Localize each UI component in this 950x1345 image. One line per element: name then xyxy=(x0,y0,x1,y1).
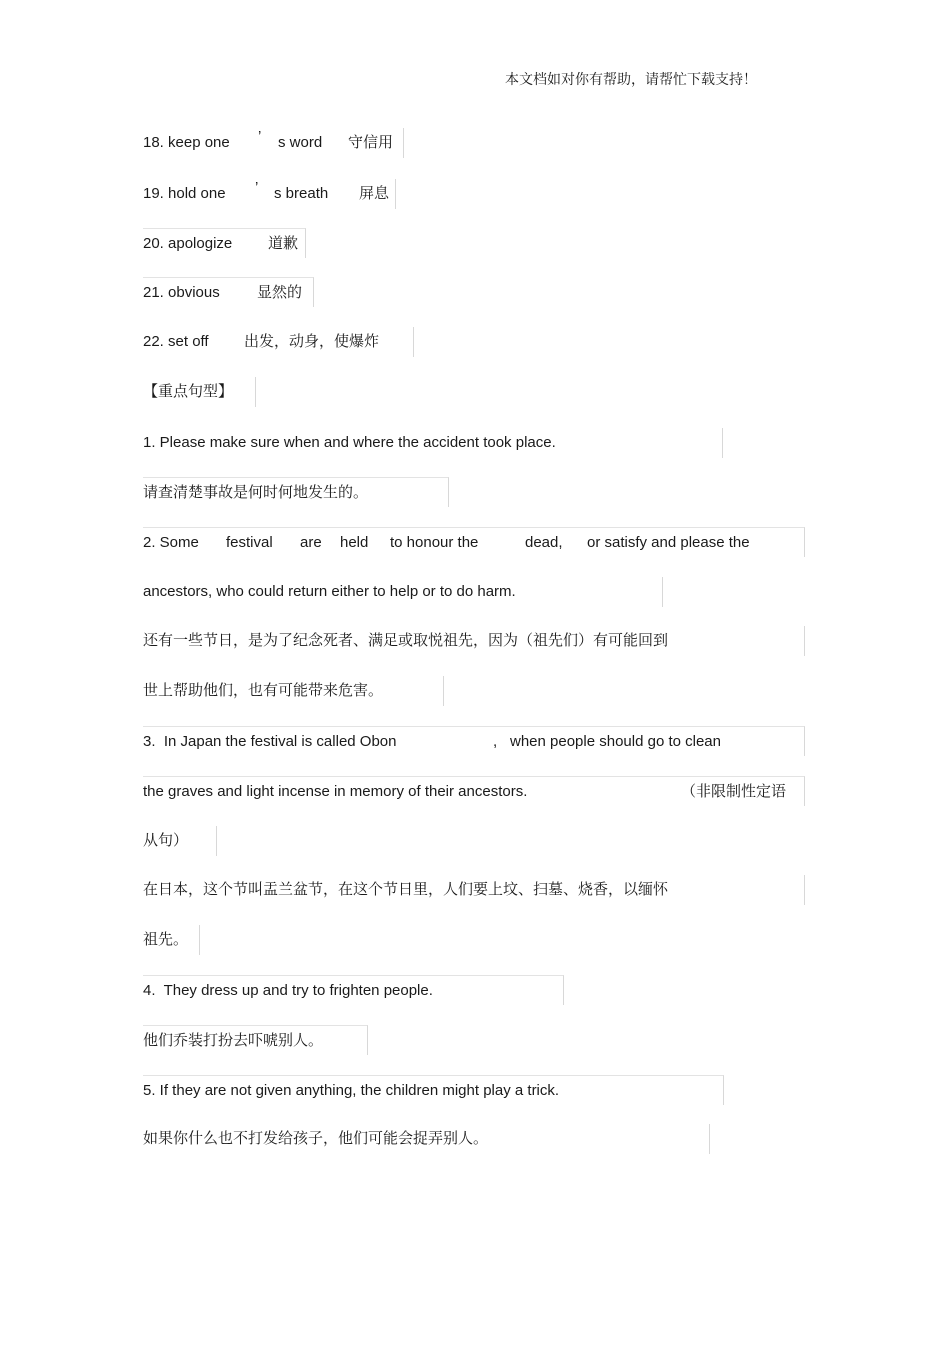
vocab-term-rest: s word xyxy=(278,134,323,151)
sentence-1-en: 1. Please make sure when and where the accident took place. xyxy=(143,428,723,458)
word: held xyxy=(340,534,369,551)
vocab-term: 18. keep one xyxy=(143,134,230,151)
sentence-4-zh: 他们乔装打扮去吓唬别人。 xyxy=(143,1025,368,1055)
sentence-3-zh-line2: 祖先。 xyxy=(143,925,200,955)
vocab-item-22 xyxy=(143,327,414,357)
apostrophe: ’ xyxy=(255,179,259,196)
sentence-2-zh-line2: 世上帮助他们，也有可能带来危害。 xyxy=(143,676,444,706)
vocab-item-21 xyxy=(143,277,314,307)
sentence-2-zh-line1: 还有一些节日，是为了纪念死者、满足或取悦祖先，因为（祖先们）有可能回到 xyxy=(143,626,805,656)
word: to honour the xyxy=(390,534,479,551)
section-heading: 【重点句型】 xyxy=(143,377,256,407)
word: are xyxy=(300,534,322,551)
vocab-meaning: 守信用 xyxy=(348,134,394,151)
grammar-note-continued: 从句） xyxy=(143,826,217,856)
apostrophe: ’ xyxy=(258,128,262,145)
vocab-item-18 xyxy=(143,128,404,158)
vocab-meaning: 屏息 xyxy=(359,185,390,202)
sentence-5-zh: 如果你什么也不打发给孩子，他们可能会捉弄别人。 xyxy=(143,1124,710,1154)
word: dead, xyxy=(525,534,563,551)
comma: , xyxy=(493,733,498,750)
vocab-term-rest: s breath xyxy=(274,185,329,202)
sentence-2-en-line1 xyxy=(143,527,805,557)
header-note: 本文档如对你有帮助，请帮忙下载支持！ xyxy=(505,72,757,88)
vocab-term: 20. apologize xyxy=(143,235,233,252)
sentence-2-en-line2: ancestors, who could return either to help or to do harm. xyxy=(143,577,663,607)
sentence-3-zh-line1: 在日本，这个节叫盂兰盆节，在这个节日里，人们要上坟、扫墓、烧香，以缅怀 xyxy=(143,875,805,905)
word: or satisfy and please the xyxy=(587,534,750,551)
vocab-item-20 xyxy=(143,228,306,258)
sentence-3-en-line2 xyxy=(143,776,805,806)
vocab-term: 21. obvious xyxy=(143,284,220,301)
vocab-item-19 xyxy=(143,179,396,209)
sentence-4-en: 4. They dress up and try to frighten people. xyxy=(143,975,564,1005)
sentence-text: the graves and light incense in memory of their ancestors. xyxy=(143,783,528,800)
vocab-meaning: 显然的 xyxy=(257,284,303,301)
word: 2. Some xyxy=(143,534,199,551)
sentence-text: when people should go to clean xyxy=(510,733,721,750)
vocab-term: 22. set off xyxy=(143,333,209,350)
word: festival xyxy=(226,534,273,551)
vocab-meaning: 道歉 xyxy=(268,235,299,252)
grammar-note: （非限制性定语 xyxy=(681,783,787,800)
sentence-1-zh: 请查清楚事故是何时何地发生的。 xyxy=(143,477,449,507)
sentence-5-en: 5. If they are not given anything, the children might play a trick. xyxy=(143,1075,724,1105)
vocab-meaning: 出发，动身，使爆炸 xyxy=(244,333,380,350)
vocab-term: 19. hold one xyxy=(143,185,226,202)
sentence-text: 3. In Japan the festival is called Obon xyxy=(143,733,397,750)
sentence-3-en-line1 xyxy=(143,726,805,756)
